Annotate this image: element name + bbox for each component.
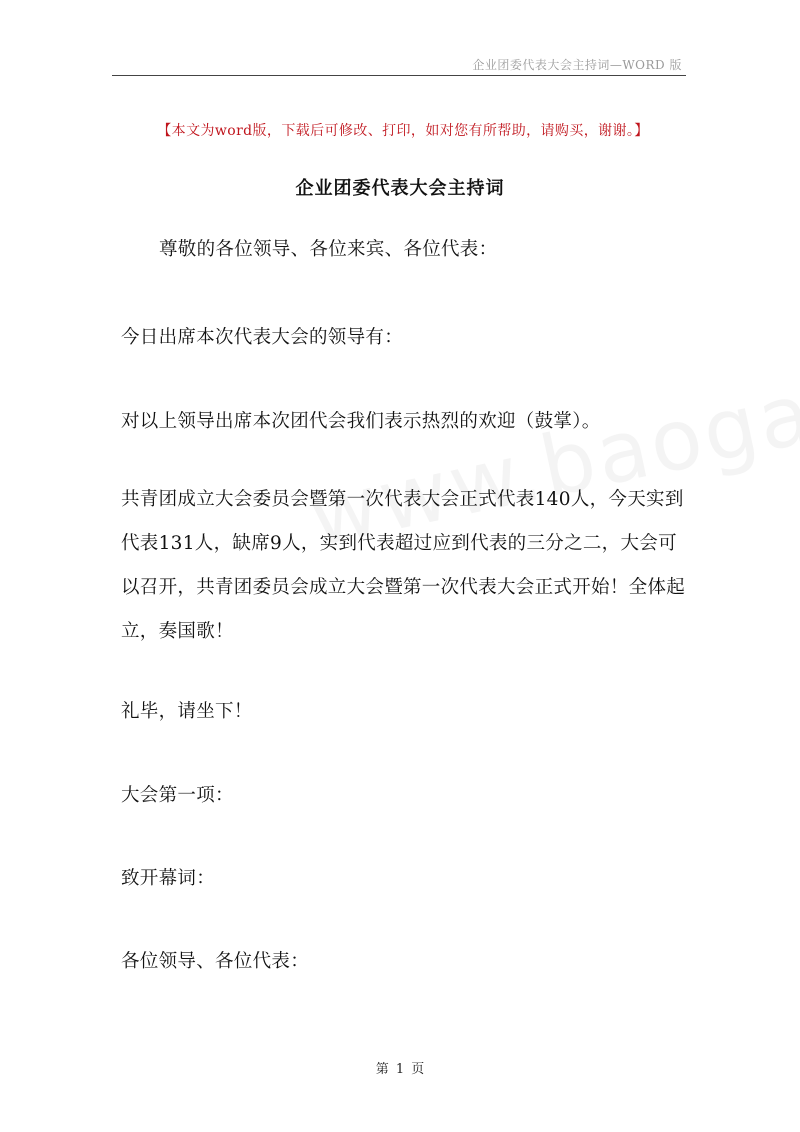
attendance-paragraph: 今日出席本次代表大会的领导有： [121,327,404,348]
page-number: 第 1 页 [375,1062,425,1077]
address-paragraph: 各位领导、各位代表： [121,951,310,972]
document-title: 企业团委代表大会主持词 [295,178,505,199]
agenda-item-paragraph: 大会第一项： [121,785,234,806]
sit-down-paragraph: 礼毕，请坐下！ [121,701,253,722]
purchase-notice: 【本文为word版，下载后可修改、打印，如对您有所帮助，请购买，谢谢。】 [157,123,649,139]
attendance-count-paragraph: 共青团成立大会委员会暨第一次代表大会正式代表140人，今天实到代表131人，缺席9人，实到代表超过应到代表的三分之二，大会可以召开，共青团委员会成立大会暨第一次代表大会正式开始！全体起立，奏国歌！ [121,489,686,642]
welcome-paragraph: 对以上领导出席本次团代会我们表示热烈的欢迎（鼓掌）。 [121,411,601,432]
header-divider [112,75,686,76]
greeting-paragraph: 尊敬的各位领导、各位来宾、各位代表： [159,239,498,260]
running-header: 企业团委代表大会主持词—WORD 版 [472,58,682,72]
opening-speech-paragraph: 致开幕词： [121,868,216,889]
